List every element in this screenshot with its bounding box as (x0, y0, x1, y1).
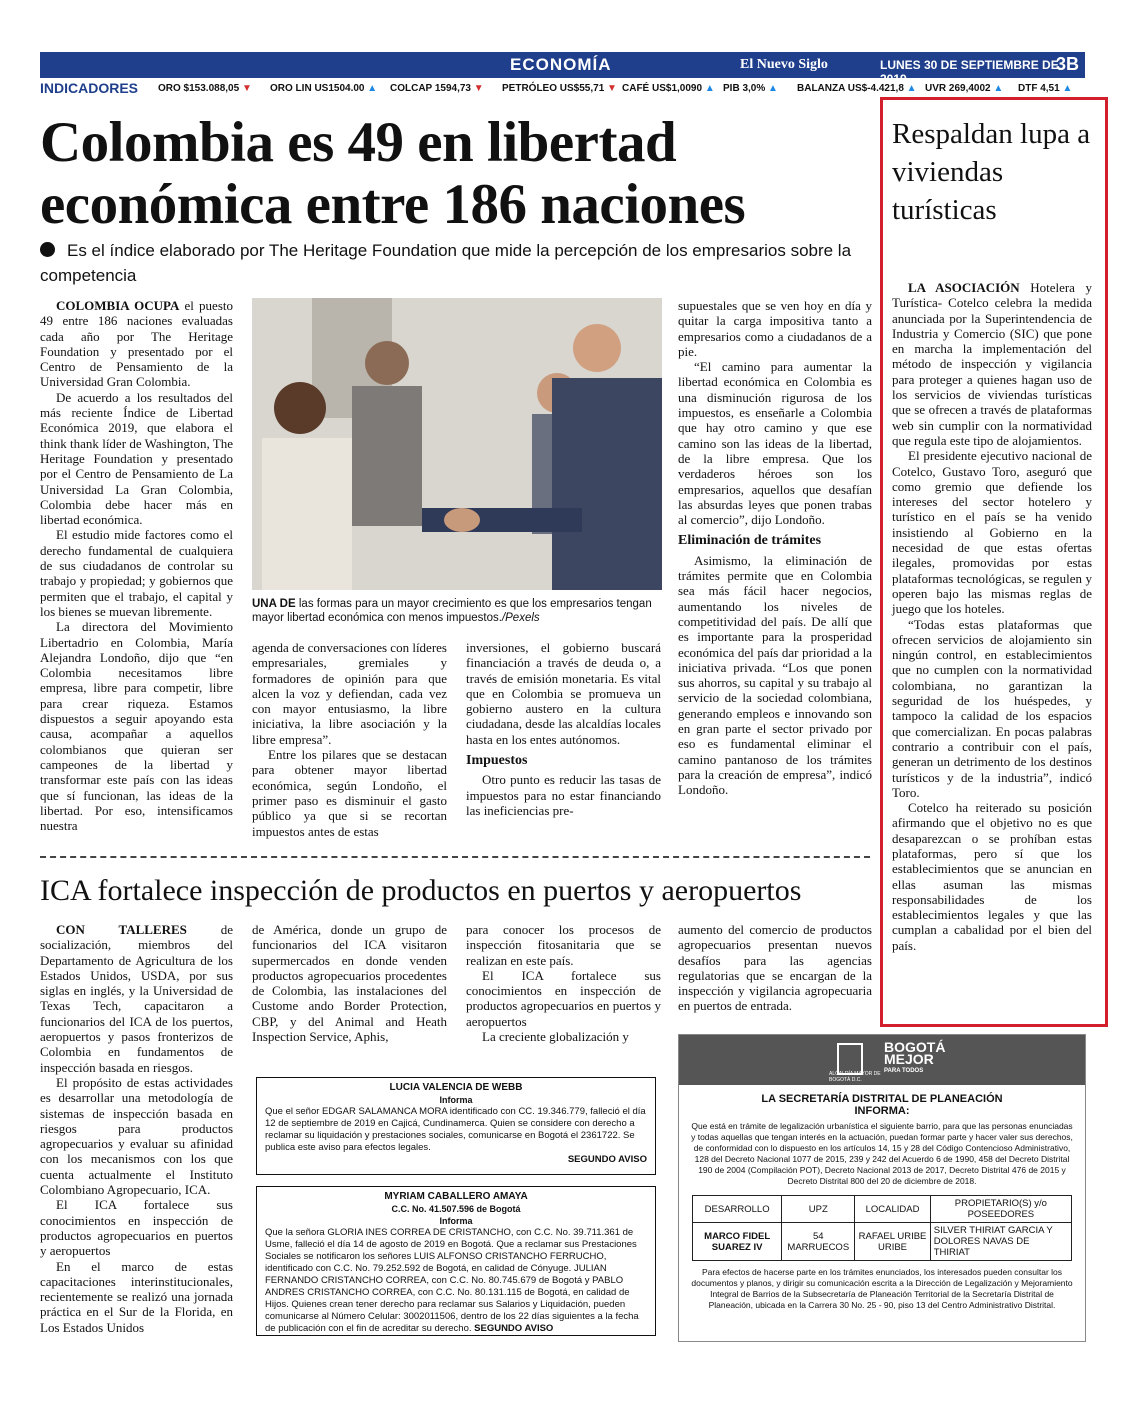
section-divider (40, 856, 870, 858)
indicator-item: BALANZA US$-4.421,8 ▲ (797, 83, 917, 94)
ica-column-4: aumento del comercio de productos agropecuarios presentan nuevos desafíos para las agencias regulatorias que se encargan de la inspección y vigilancia agropecuaria en puertos de entrada. (678, 922, 872, 1014)
ad-table: DESARROLLO UPZ LOCALIDAD PROPIETARIO(S) y/o POSEEDORES MARCO FIDEL SUAREZ IV 54 MARRUECOS RAFAEL URIBE URIBE SILVER THIRIAT GARCIA Y DOLORES NAVAS DE THIRIAT (692, 1195, 1072, 1261)
page-number: 3B (1055, 54, 1079, 74)
indicator-item: DTF 4,51 ▲ (1018, 83, 1073, 94)
indicator-item: CAFÉ US$1,0090 ▲ (622, 83, 715, 94)
indicator-item: UVR 269,4002 ▲ (925, 83, 1004, 94)
indicator-item: PETRÓLEO US$55,71 ▼ (502, 83, 617, 94)
arrow-up-icon: ▲ (704, 83, 715, 94)
arrow-up-icon: ▲ (768, 83, 778, 94)
article-column-1: COLOMBIA OCUPA el puesto 49 entre 186 naciones evaluadas cada año por The Heritage Foundation y presentado por el Centro de Pensamiento de la Universidad Gran Colombia. De acuerdo a los resultados del más reciente Índice de Libertad Económica 2019, que elabora el think thank líder de Washington, The Heritage Foundation y presentado por el Centro de Pensamiento de La Universidad La Gran Colombia, Colombia debe hacer más en libertad económica. El estudio mide factores como el derecho fundamental de cualquiera de sus ciudadanos de controlar su trabajo y propiedad; y gobiernos que permiten que el trabajo, el capital y los bienes se muevan libremente. La directora del Movimiento Libertadrio en Colombia, María Alejandra Londoño, dijo que “en Colombia necesitamos libre empresa, libre para competir, libre para crear riqueza. Estamos dispuestos a seguir apoyando esta causa, acompañar a aquellos colombianos que quieran ser campeones de la libertad y transformar este país con las ideas que sí funcionan, las ideas de la libertad. Por eso, intensificamos nuestra (40, 298, 233, 834)
ad-logo-left: ALCALDÍA MAYOR DE BOGOTÁ D.C. (829, 1071, 881, 1083)
arrow-up-icon: ▲ (906, 83, 917, 94)
arrow-down-icon: ▼ (607, 83, 617, 94)
ad-banner (679, 1035, 1085, 1085)
arrow-down-icon: ▼ (241, 83, 252, 94)
ad-subtitle: INFORMA: (854, 1105, 910, 1117)
article-column-4: supuestales que se ven hoy en día y quitar la carga impositiva tanto a empresarios como a ciudadanos de a pie. “El camino para aumentar la libertad económica en Colombia es una disminución rigurosa de los impuestos, es enseñarle a Colombia que hay otro camino y que ese camino son las ideas de la libertad, de la libre empresa. Que los verdaderos héroes son los empresarios, aquellos que desafían las absurdas leyes que ponen trabas al comercio”, dijo Londoño. Eliminación de trámites Asimismo, la eliminación de trámites permite que en Colombia sea más fácil hacer negocios, aumentando los niveles de competitividad del país. De allí que es importante para la prosperidad económica del país dar prioridad a la iniciativa privada. “Los que ponen sus ahorros, su capital y su trabajo al servicio de la sociedad colombiana, generando empleos e innovando son en gran parte el sector privado por eso es fundamental eliminar el camino pantanoso de los trámites para la creación de empresa”, indicó Londoño. (678, 298, 872, 798)
legal-notice-2: MYRIAM CABALLERO AMAYA C.C. No. 41.507.596 de Bogotá Informa Que la señora GLORIA INES CORREA DE CRISTANCHO, con C.C. No. 39.711.361 de Usme, falleció el día 14 de agosto de 2019 en Bogotá. Que a reclamar sus Prestaciones Sociales se notificaron los señores LUIS ALFONSO CRISTANCHO FERRUCHO, identificado con C.C. No. 79.252.592 de Bogotá, en calidad de Cónyuge. JULIAN FERNANDO CRISTANCHO CORREA, con C.C. No. 80.745.679 de Bogotá y PABLO ANDRES CRISTANCHO CORREA, con C.C. No. 80.131.115 de Bogotá, en calidad de Hijos. Quienes crean tener derecho para reclamar sus Salarios y Liquidación, pueden comunicarse al Número Celular: 3002011506, dentro de los 22 días siguientes a la fecha de publicación con el fin de acreditar su derecho. SEGUNDO AVISO (256, 1186, 656, 1336)
indicators-strip (40, 80, 1085, 98)
ica-column-1: CON TALLERES de socialización, miembros del Departamento de Agricultura de los Estados Unidos, USDA, por sus siglas en inglés, y la Universidad de Texas Tech, capacitaron a funcionarios del ICA de los puertos, aeropuertos y pasos fronterizos de Colombia en fundamentos de inspección basada en riesgos. El propósito de estas actividades es desarrollar una metodología de sistemas de inspección basada en riesgos para productos agropecuarios y evaluar su afinidad con los mecanismos con los que cuenta actualmente el Instituto Colombiano Agropecuario, ICA. El ICA fortalece sus conocimientos en inspección de productos agropecuarios en puertos y aeropuertos En el marco de estas capacitaciones interinstitucionales, recientemente se realizó una jornada práctica en el Sur de la Florida, en Los Estados Unidos (40, 922, 233, 1335)
issue-date: LUNES 30 DE SEPTIEMBRE DE 2019 (880, 58, 1059, 86)
photo-caption: UNA DE las formas para un mayor crecimiento es que los empresarios tengan mayor libertad económica con menos impuestos./Pexels (252, 598, 652, 624)
article-column-3: inversiones, el gobierno buscará financiación a través de deuda o, a través de emisión monetaria. Es vital que en Colombia se promueva un gobierno austero en la cultura ciudadana, desde las alcaldías locales hasta en los entes autónomos. Impuestos Otro punto es reducir las tasas de impuestos para no estar financiando las ineficiencias pre- (466, 640, 661, 818)
subhead-tramites: Eliminación de trámites (678, 533, 822, 549)
article-column-2: agenda de conversaciones con líderes empresariales, gremiales y formadores de opinión para que alcen la voz y defiendan, cada vez con mayor entusiasmo, la libre iniciativa, la libre asociación y la libre empresa”. Entre los pilares que se destacan para obtener mayor libertad económica, según Londoño, el primer paso es disminuir el gasto público ya que si se recortan impuestos antes de estas (252, 640, 447, 839)
table-row: MARCO FIDEL SUAREZ IV 54 MARRUECOS RAFAEL URIBE URIBE SILVER THIRIAT GARCIA Y DOLORES NAVAS DE THIRIAT (693, 1223, 1072, 1261)
indicator-item: ORO $153.088,05 ▼ (158, 83, 252, 94)
main-headline: Colombia es 49 en libertad económica entre 186 naciones (40, 111, 746, 236)
arrow-up-icon: ▲ (993, 83, 1004, 94)
ad-logo-right: BOGOTÁ MEJOR PARA TODOS (884, 1039, 946, 1074)
planeacion-notice-ad (678, 1034, 1086, 1342)
ad-footer: Para efectos de hacerse parte en los trámites enunciados, los interesados pueden consultar los documentos y planos, y dirigir su comunicación escrita a la Dirección de Legalización y Mejoramiento Integral de Barrios de la Subsecretaría de Planeación Territorial de la Secretaría Distrital de Planeación, ubicada en la Carrera 30 No. 25 - 90, piso 13 del Centro Administrativo Distrital. (691, 1267, 1073, 1310)
indicator-item: COLCAP 1594,73 ▼ (390, 83, 484, 94)
ica-column-3: para conocer los procesos de inspección fitosanitaria que se realizan en este país. El ICA fortalece sus conocimientos en inspección de productos agropecuarios en puertos y aeropuertos La creciente globalización y (466, 922, 661, 1045)
ica-column-2: de América, donde un grupo de funcionarios del ICA visitaron supermercados en donde venden productos agropecuarios procedentes de Colombia, las instalaciones del Custome ando Border Protection, CBP, y del Animal and Heath Inspection Service, Aphis, (252, 922, 447, 1045)
photo-illustration (252, 298, 662, 590)
section-header-bar (40, 52, 1085, 86)
sidebar-body: LA ASOCIACIÓN Hotelera y Turística- Cotelco celebra la medida anunciada por la Superintendencia de Industria y Comercio (SIC) que pone en marcha la implementación del método de inspección y vigilancia para proteger a quienes hagan uso de los servicios de viviendas turísticas que se ofrecen a través de plataformas web sin cumplir con la normatividad que regula este tipo de alojamientos. El presidente ejecutivo nacional de Cotelco, Gustavo Toro, aseguró que como gremio que defiende los intereses del sector hotelero y turístico en el país se ha venido insistiendo al Gobierno en la necesidad de que estas ofertas ilegales, promovidas por estas plataformas tecnológicas, se regulen y operen bajo las mismas reglas de juego que los hoteles. “Todas estas plataformas que ofrecen servicios de alojamiento sin ningún control, en establecimientos que no cumplen con la normatividad colombiana, no garantizan la seguridad de los huéspedes, y tampoco la calidad de los espacios que comercializan. En pocas palabras contrario a contribuir con el país, generan un detrimento de los destinos turísticos y de la industria”, indicó Toro. Cotelco ha reiterado su posición afirmando que el objetivo no es que desaparezcan o se prohíban estas plataformas, pero sí que los establecimientos que se anuncian en ellas asuman las mismas responsabilidades de los establecimientos legales y que las cumplan a cabalidad por el bien del país. (892, 280, 1092, 953)
ad-title: LA SECRETARÍA DISTRITAL DE PLANEACIÓN (761, 1093, 1003, 1105)
arrow-up-icon: ▲ (367, 83, 378, 94)
newspaper-name: El Nuevo Siglo (740, 57, 828, 72)
section-title: ECONOMÍA (510, 55, 612, 74)
subhead-impuestos: Impuestos (466, 753, 528, 769)
ad-body: Que está en trámite de legalización urbanística el siguiente barrio, para que las personas enunciadas y todas aquellas que tengan interés en la actuación, puedan formar parte y hacer valer sus derechos, de conformidad con lo dispuesto en los artículos 14, 15 y 28 del Código Contencioso Administrativo, 128 del Decreto Nacional 1077 de 2015, 239 y 242 del Acuerdo 6 de 1990, 458 del Decreto Distrital 190 de 2004 (Compilación POT), Decreto Nacional 2013 de 2017, Decreto Distrital 476 de 2015 y Decreto Distrital 800 del 20 de diciembre de 2018. (691, 1121, 1073, 1186)
indicators-label: INDICADORES (40, 80, 139, 96)
handshake-photo (252, 298, 662, 590)
indicator-item: ORO LIN US1504.00 ▲ (270, 83, 378, 94)
arrow-down-icon: ▼ (473, 83, 484, 94)
main-subhead: Es el índice elaborado por The Heritage Foundation que mide la percepción de los empresarios sobre la competencia (40, 241, 852, 285)
bullet-icon (40, 242, 55, 257)
sidebar-headline: Respaldan lupa a viviendas turísticas (892, 118, 1091, 226)
legal-notice-1: LUCIA VALENCIA DE WEBB Informa Que el señor EDGAR SALAMANCA MORA identificado con CC. 19.346.779, falleció el día 12 de septiembre de 2019 en Cajicá, Cundinamerca. Quien se considere con derecho a reclamar su liquidación y prestaciones sociales, comunicarse en Bogotá el 2361722. Se publica este aviso para efectos legales. SEGUNDO AVISO (256, 1077, 656, 1175)
indicator-item: PIB 3,0% ▲ (723, 83, 778, 94)
ica-headline: ICA fortalece inspección de productos en puertos y aeropuertos (40, 874, 802, 907)
arrow-up-icon: ▲ (1062, 83, 1073, 94)
